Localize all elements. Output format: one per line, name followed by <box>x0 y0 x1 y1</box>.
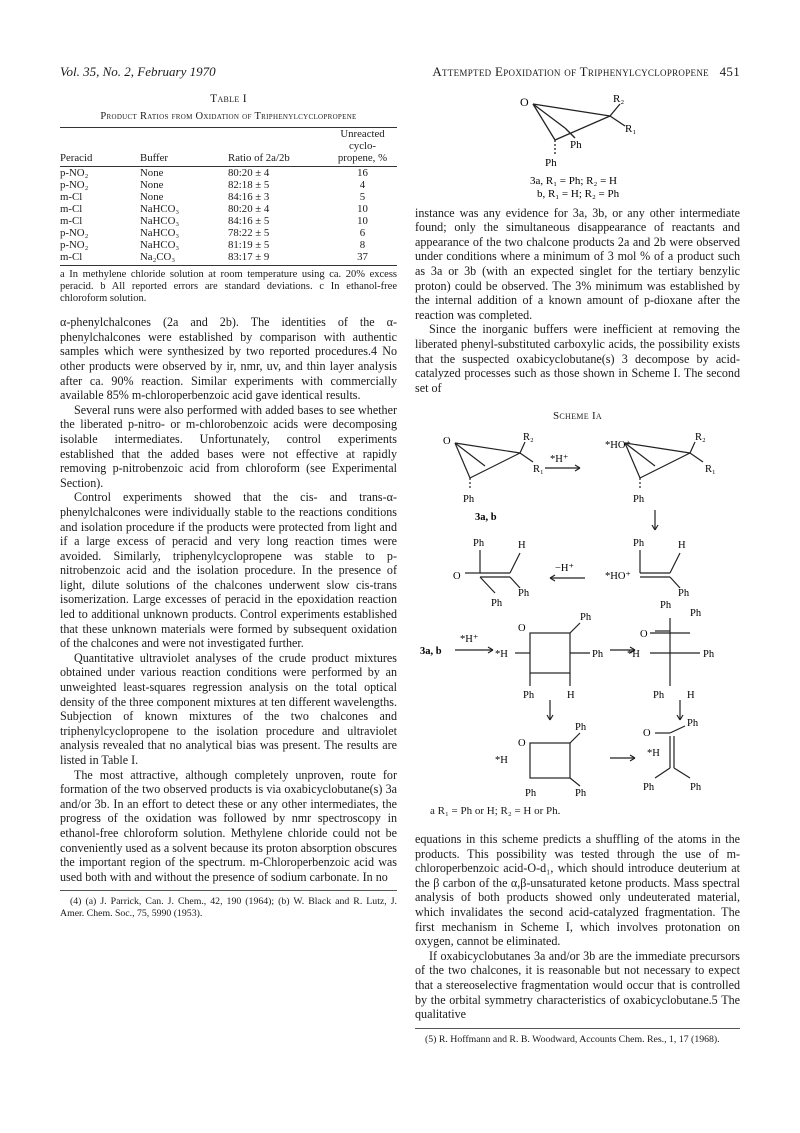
ph-label: Ph <box>643 781 655 793</box>
table-cell: m-Cl <box>60 215 83 228</box>
r1-label: R₁ <box>625 123 637 135</box>
ph-label: Ph <box>545 157 557 169</box>
footnote-block <box>415 1028 740 1046</box>
ph-label: Ph <box>690 607 702 619</box>
ph-label: Ph <box>633 537 645 549</box>
table-cell: 5 <box>359 191 366 204</box>
scheme-note: a R₁ = Ph or H; R₂ = H or Ph. <box>430 804 561 817</box>
body-paragraph: Since the inorganic buffers were inefficient at removing the liberated phenyl-substituted carboxylic acids, the possibility exists that the suspected oxabicyclobutane(s) 3 decompose by acid-catalyzed processes such as those shown in Scheme I. The second set of <box>415 322 740 395</box>
ph-label: Ph <box>473 537 485 549</box>
oxygen-label: O <box>453 570 461 582</box>
h-label: H <box>518 539 526 551</box>
table-cell: 37 <box>328 251 397 266</box>
table-cell: p-NO₂ <box>60 167 89 180</box>
table-cell: 83:17 ± 9 <box>210 251 328 266</box>
proton-label: *H⁺ <box>460 633 479 645</box>
scheme-title: Scheme Ia <box>552 410 602 423</box>
h-star-label: *H <box>495 648 508 660</box>
ph-label: Ph <box>690 781 702 793</box>
ph-label: Ph <box>525 787 537 798</box>
minus-proton-label: −H⁺ <box>555 562 575 574</box>
ph-label: Ph <box>633 493 645 505</box>
table-cell: 78:22 ± 5 <box>228 227 270 240</box>
ho-plus-label: *HO⁺ <box>605 570 631 582</box>
body-paragraph: α-phenylchalcones (2a and 2b). The identities of the α-phenylchalcones were established by comparison with authentic samples which were synthesized by two reported procedures.4 No other products were observed by ir, nmr, uv, and thin layer analysis after ca. 90% reaction. Similar experiments with commercially available 85% m-chloroperbenzoic acid gave identical results. <box>60 315 397 403</box>
body-paragraph: Quantitative ultraviolet analyses of the crude product mixtures obtained under various reaction conditions were performed by an unweighted least-squares regression analysis on the total optical density of the three component mixtures at ten different wavelengths. Subjection of known mixtures of the two chalcones and triphenylcyclopropene to the isolation procedure and ultraviolet analysis revealed that no analytical bias was present. The results are listed in Table I. <box>60 650 397 767</box>
col-header-peracid: Peracid <box>60 152 140 167</box>
table-row <box>60 191 397 203</box>
ph-label: Ph <box>592 648 604 660</box>
article-title: Attempted Epoxidation of Triphenylcyclopropene <box>432 64 709 79</box>
proton-label: *H⁺ <box>550 453 569 465</box>
table-row <box>60 179 397 191</box>
table-cell: None <box>140 179 164 192</box>
table-cell: None <box>140 191 164 204</box>
oxabicyclobutane-structure <box>415 92 740 202</box>
ph-label: Ph <box>523 689 535 701</box>
ph-label: Ph <box>703 648 715 660</box>
body-paragraph: If oxabicyclobutanes 3a and/or 3b are the immediate precursors of the two chalcones, it is reasonable but not necessary to expect that a stereoselective fragmentation would occur that is controlled by the orbital symmetry characteristics of oxabicyclobutane.5 The qualitative <box>415 948 740 1022</box>
table-cell: None <box>140 167 164 180</box>
ph-label: Ph <box>580 611 592 623</box>
table-cell: NaHCO₃ <box>140 203 180 216</box>
table-cell: 81:19 ± 5 <box>228 239 270 252</box>
r2-label: R₂ <box>695 431 706 443</box>
body-paragraph: instance was any evidence for 3a, 3b, or any other intermediate found; only the simultaneous disappearance of reactants and appearance of the two chalcone products 2a and 2b were observed under conditions where a minimum of 3 mol % of a product such as 3a or 3b (with an expected singlet for the tertiary benzylic proton) could be observed. The 3% minimum was established by the internal addition of a known amount of p-dioxane after the reaction was completed. <box>415 205 740 322</box>
oxygen-label: O <box>520 95 529 109</box>
table-cell: p-NO₂ <box>60 227 89 240</box>
table-cell: 4 <box>359 179 366 192</box>
table-cell: 84:16 ± 5 <box>228 215 270 228</box>
table-cell: 8 <box>359 239 366 252</box>
table-row <box>60 251 397 266</box>
ph-label: Ph <box>660 599 672 611</box>
compound-3ab-label: 3a, b <box>420 645 442 657</box>
compound-3ab-label: 3a, b <box>475 511 497 523</box>
r1-label: R₁ <box>533 463 544 475</box>
col-header-propene: propene, % <box>328 152 397 167</box>
table-cell: 10 <box>357 215 368 228</box>
body-paragraph: The most attractive, although completely unproven, route for formation of the two observed products is via oxabicyclobutane(s) 3a and/or 3b. In an effort to detect these or any other intermediates, the progress of the oxidation was followed by nmr spectroscopy in ethanol-free chloroform solution. Methylene chloride could not be conveniently used as a solvent because its proton absorption obscures the important region of the spectrum. m-Chloroperbenzoic acid was used both with and without the presence of sodium carbonate. In no <box>60 767 397 884</box>
col-header-top-1: Unreacted <box>328 128 397 141</box>
oxygen-label: O <box>640 628 648 640</box>
table-row <box>60 215 397 227</box>
table-row <box>60 203 397 215</box>
r1-label: R₁ <box>705 463 716 475</box>
table-cell: p-NO₂ <box>60 179 89 192</box>
structure-caption: 3a, R₁ = Ph; R₂ = H <box>530 175 618 187</box>
page-number: 451 <box>719 64 740 79</box>
h-star-label: *H <box>627 648 640 660</box>
body-paragraph: Control experiments showed that the cis- and trans-α-phenylchalcones were individually stable to the reactions conditions and isolation procedure if the products were protected from light and if a large excess of peracid and very long reaction times were avoided. Similarly, triphenylcyclopropene was stable to p-nitrobenzoic acid and the isolation procedure. In the presence of light, dilute solutions of the chalcones underwent slow cis-trans isomerization. Large excesses of peracid in the epoxidation reaction led to additional unknown products. Control experiments established that these unknown materials were formed by subsequent oxidation of the chalcones and were not investigated further. <box>60 490 397 651</box>
running-header <box>60 64 740 84</box>
product-ratio-table <box>60 127 397 266</box>
table-cell: 16 <box>357 167 368 180</box>
ph-label: Ph <box>687 717 699 729</box>
ph-label: Ph <box>463 493 475 505</box>
table-row <box>60 167 397 180</box>
ph-label: Ph <box>570 139 582 151</box>
ph-label: Ph <box>491 597 503 609</box>
footnote: (4) (a) J. Parrick, Can. J. Chem., 42, 190 (1964); (b) W. Black and R. Lutz, J. Amer. Chem. Soc., 75, 5990 (1953). <box>60 896 397 919</box>
table-cell: m-Cl <box>60 191 83 204</box>
table-cell: 82:18 ± 5 <box>228 179 270 192</box>
col-header-ratio: Ratio of 2a/2b <box>210 152 328 167</box>
r2-label: R₂ <box>613 93 625 105</box>
footnote: (5) R. Hoffmann and R. B. Woodward, Accounts Chem. Res., 1, 17 (1968). <box>425 1033 720 1045</box>
ph-label: Ph <box>678 587 690 599</box>
h-label: H <box>567 689 575 701</box>
r2-label: R₂ <box>523 431 534 443</box>
table-cell: 80:20 ± 4 <box>228 167 270 180</box>
col-header-buffer: Buffer <box>140 152 210 167</box>
ph-label: Ph <box>575 721 587 733</box>
table-cell: NaHCO₃ <box>140 227 180 240</box>
table-cell: 84:16 ± 3 <box>228 191 270 204</box>
table-subtitle: Product Ratios from Oxidation of Triphenylcyclopropene <box>100 110 357 122</box>
table-cell: 6 <box>359 227 366 240</box>
ph-label: Ph <box>653 689 665 701</box>
table-notes: a In methylene chloride solution at room temperature using ca. 20% excess peracid. b All reported errors are standard deviations. c In ethanol-free chloroform solution. <box>60 269 397 305</box>
table-cell: 10 <box>357 203 368 216</box>
table-title: Table I <box>210 93 247 105</box>
table-cell: m-Cl <box>60 251 140 266</box>
h-star-label: *H <box>495 754 508 766</box>
right-column <box>415 92 740 1045</box>
table-cell: Na₂CO₃ <box>140 251 210 266</box>
structure-caption: b, R₁ = H; R₂ = Ph <box>537 188 620 200</box>
h-label: H <box>678 539 686 551</box>
oxygen-label: O <box>643 727 651 739</box>
h-label: H <box>687 689 695 701</box>
table-row <box>60 239 397 251</box>
oxygen-label: O <box>518 622 526 634</box>
table-cell: 80:20 ± 4 <box>228 203 270 216</box>
footnote-block <box>60 890 397 919</box>
table-cell: NaHCO₃ <box>140 239 180 252</box>
left-column <box>60 92 397 919</box>
table-cell: NaHCO₃ <box>140 215 180 228</box>
ph-label: Ph <box>575 787 587 798</box>
table-cell: p-NO₂ <box>60 239 89 252</box>
body-paragraph: Several runs were also performed with added bases to see whether the liberated p-nitro- or m-chlorobenzoic acids were decomposing isolable intermediates. Unfortunately, control experiments established that the added bases were not effective at rapidly removing p-nitrobenzoic acid from chloroform (see Experimental Section). <box>60 402 397 490</box>
oxygen-label: O <box>518 737 526 749</box>
journal-citation: Vol. 35, No. 2, February 1970 <box>60 64 216 79</box>
ho-plus-label: *HO⁺ <box>605 439 631 451</box>
table-row <box>60 227 397 239</box>
oxygen-label: O <box>443 435 451 447</box>
table-cell: m-Cl <box>60 203 83 216</box>
h-star-label: *H <box>647 747 660 759</box>
scheme-i-diagram <box>415 428 740 798</box>
body-paragraph: equations in this scheme predicts a shuffling of the atoms in the products. This possibility was tested through the use of m-chloroperbenzoic acid-O-d₁, which should introduce deuterium at the β carbon of the α,β-unsaturated ketone products. Mass spectral analysis of both products showed only undeuterated material, which invalidates the second acid-catalyzed fragmentation. The first mechanism in Scheme I, which involves protonation on oxygen, cannot be eliminated. <box>415 832 740 949</box>
ph-label: Ph <box>518 587 530 599</box>
col-header-top-2: cyclo- <box>349 140 376 153</box>
header-right <box>432 64 740 80</box>
